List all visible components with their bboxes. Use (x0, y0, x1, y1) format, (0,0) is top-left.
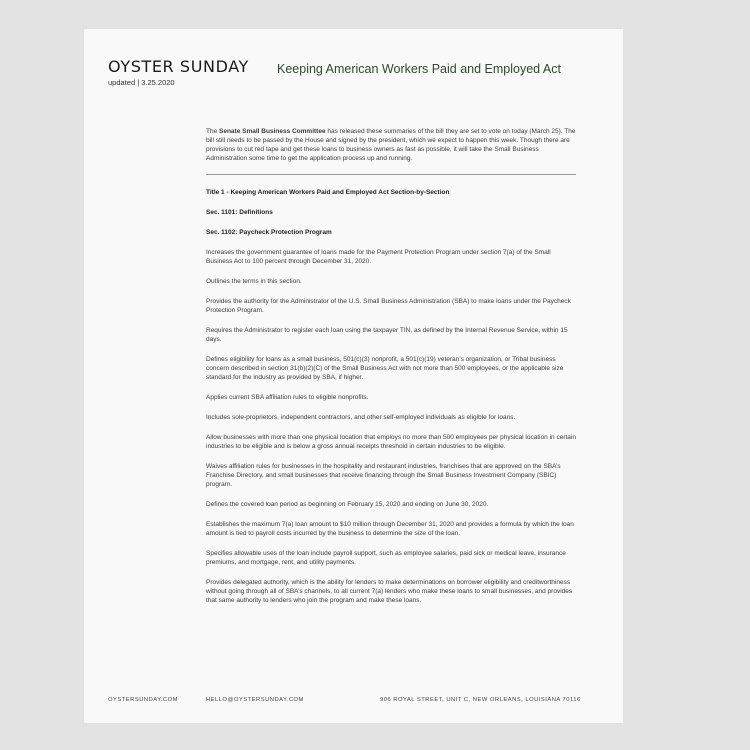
paragraph: Specifies allowable uses of the loan include payroll support, such as employee salaries, paid sick or medical leave, insurance premiums, and mortgage, rent, and utility payments. (206, 550, 566, 566)
paragraph: Waives affiliation rules for businesses in the hospitality and restaurant industries, franchises that are approved on the SBA’s Franchise Directory, and small businesses that receive financing through the Small Business Investment Company (SBIC) program. (206, 463, 561, 488)
document-title: Keeping American Workers Paid and Employed Act (277, 62, 561, 76)
paragraph: Allow businesses with more than one physical location that employs no more than 500 employees per physical location in certain industries to be eligible and is below a gross annual receipts threshold in certain industries to be eligible. (206, 434, 576, 450)
paragraph: Provides the authority for the Administrator of the U.S. Small Business Administration (SBA) to make loans under the Paycheck Protection Program. (206, 298, 571, 314)
paragraph: Defines the covered loan period as beginning on February 15, 2020 and ending on June 30, 2020. (206, 501, 489, 508)
intro-prefix: The (206, 128, 220, 135)
footer-address: 906 ROYAL STREET, UNIT C, NEW ORLEANS, LOUISIANA 70116 (380, 697, 581, 703)
updated-date: updated | 3.25.2020 (108, 78, 175, 87)
paragraph: Includes sole-proprietors, independent contractors, and other self-employed individuals as eligible for loans. (206, 414, 516, 421)
paragraph: Applies current SBA affiliation rules to eligible nonprofits. (206, 394, 369, 401)
paragraph: Increases the government guarantee of loans made for the Payment Protection Program under section 7(a) of the Small Business Act to 100 percent through December 31, 2020. (206, 249, 551, 265)
intro-text: has released these summaries of the bill they are set to vote on today (March 25). The bill still needs to be passed by the House and signed by the president, which we expect to happen this week. Though there are provisions to cut red tape and get these loans to business owners as fast as possible, it will take the Small Business Administration some time to get the application process up and running. (206, 128, 576, 162)
document-body (206, 127, 576, 616)
footer-website-link[interactable]: OYSTERSUNDAY.COM (108, 697, 178, 703)
paragraph: Defines eligibility for loans as a small business, 501(c)(3) nonprofit, a 501(c)(19) veteran’s organization, or Tribal business concern described in section 31(b)(2)(C) of the Small Business Act with not more than 500 employees, or the applicable size standard for the industry as provided by SBA, if higher. (206, 356, 564, 381)
paragraph: Establishes the maximum 7(a) loan amount to $10 million through December 31, 2020 and provides a formula by which the loan amount is tied to payroll costs incurred by the business to determine the size of the loan. (206, 521, 574, 537)
footer-email-link[interactable]: HELLO@OYSTERSUNDAY.COM (206, 697, 304, 703)
document-page (84, 29, 623, 723)
brand-logo: OYSTER SUNDAY (108, 57, 249, 76)
intro-paragraph (206, 127, 576, 163)
section-heading-1101: Sec. 1101: Definitions (206, 209, 273, 216)
committee-name: Senate Small Business Committee (219, 128, 326, 135)
paragraph: Outlines the terms in this section. (206, 278, 302, 285)
section-heading-1102: Sec. 1102: Paycheck Protection Program (206, 229, 332, 236)
divider (206, 174, 576, 175)
paragraph: Requires the Administrator to register each loan using the taxpayer TIN, as defined by the Internal Revenue Service, within 15 days. (206, 327, 568, 343)
title-heading: Title 1 - Keeping American Workers Paid and Employed Act Section-by-Section (206, 189, 450, 196)
paragraph: Provides delegated authority, which is the ability for lenders to make determinations on borrower eligibility and creditworthiness without going through all of SBA’s channels, to all current 7(a) lenders who make these loans to small businesses, and provides that same authority to lenders who join the program and make these loans. (206, 579, 573, 604)
